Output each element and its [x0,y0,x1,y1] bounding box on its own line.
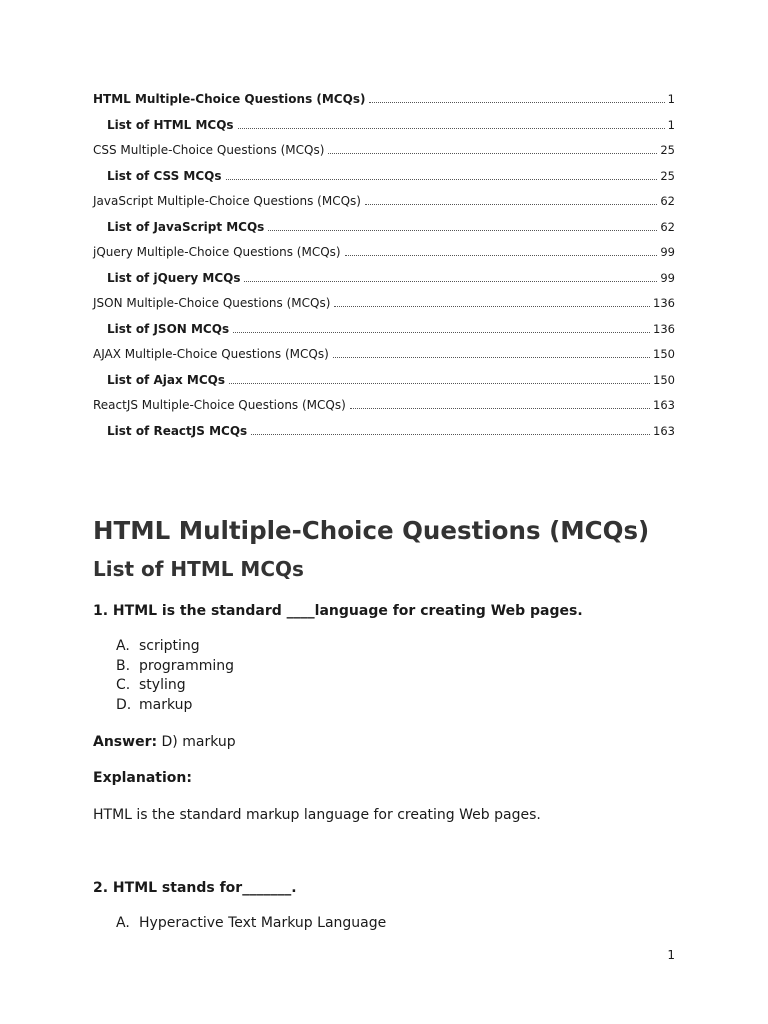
toc-entry[interactable] [93,114,675,140]
option-letter: D. [116,697,132,714]
toc-entry-page: 150 [653,347,675,361]
toc-dot-leader [345,241,658,256]
question-options [116,638,234,717]
toc-entry[interactable] [93,267,675,293]
toc-entry[interactable] [93,420,675,446]
toc-entry[interactable] [93,165,675,191]
toc-entry-text: AJAX Multiple-Choice Questions (MCQs) [93,347,329,361]
toc-entry-text: List of CSS MCQs [107,168,222,183]
answer-label: Answer: [93,734,158,750]
toc-entry-text: JavaScript Multiple-Choice Questions (MCQs) [93,194,361,208]
toc-entry-text: List of HTML MCQs [107,117,234,132]
toc-entry-text: List of ReactJS MCQs [107,423,248,438]
toc-entry-page: 99 [660,270,675,285]
toc-entry-page: 62 [660,219,675,234]
toc-dot-leader [244,267,657,282]
toc-dot-leader [350,394,650,409]
explanation-label: Explanation: [93,770,192,786]
toc-entry-text: CSS Multiple-Choice Questions (MCQs) [93,143,325,157]
toc-entry-page: 136 [653,296,675,310]
toc-dot-leader [238,114,665,129]
answer-line [93,734,236,750]
toc-entry-text: HTML Multiple-Choice Questions (MCQs) [93,92,366,106]
option-item [116,638,234,658]
option-text: scripting [139,638,200,654]
option-item [116,915,386,935]
option-text: markup [139,697,193,714]
option-letter: C. [116,677,131,694]
toc-dot-leader [369,88,664,103]
toc-entry[interactable] [93,216,675,242]
table-of-contents [93,88,675,445]
toc-dot-leader [365,190,657,205]
toc-entry[interactable] [93,369,675,395]
toc-entry-text: jQuery Multiple-Choice Questions (MCQs) [93,245,341,259]
toc-entry-text: ReactJS Multiple-Choice Questions (MCQs) [93,398,346,412]
question-title: 1. HTML is the standard ____language for creating Web pages. [93,603,583,619]
option-letter: B. [116,657,131,674]
toc-dot-leader [328,139,657,154]
toc-entry-text: JSON Multiple-Choice Questions (MCQs) [93,296,331,310]
toc-entry[interactable] [93,139,675,165]
toc-entry-page: 150 [653,372,675,387]
toc-entry-text: List of JSON MCQs [107,321,230,336]
toc-entry-text: List of JavaScript MCQs [107,219,265,234]
toc-entry-page: 1 [667,92,675,106]
toc-dot-leader [333,343,650,358]
option-letter: A. [116,638,130,654]
option-text: styling [139,677,186,694]
toc-dot-leader [226,165,658,180]
toc-entry-page: 62 [660,194,675,208]
toc-dot-leader [268,216,657,231]
toc-entry-page: 99 [660,245,675,259]
toc-dot-leader [233,318,650,333]
answer-value: D) markup [157,734,236,750]
toc-entry-page: 25 [660,168,675,183]
toc-entry[interactable] [93,394,675,420]
section-heading: HTML Multiple-Choice Questions (MCQs) [93,516,650,545]
toc-entry-text: List of Ajax MCQs [107,372,225,387]
toc-entry-page: 1 [667,117,675,132]
toc-entry[interactable] [93,318,675,344]
page-number: 1 [667,948,675,962]
option-item [116,677,234,697]
toc-dot-leader [251,420,650,435]
toc-dot-leader [334,292,650,307]
toc-dot-leader [229,369,650,384]
toc-entry[interactable] [93,343,675,369]
explanation-text: HTML is the standard markup language for creating Web pages. [93,807,541,823]
option-text: programming [139,657,235,674]
section-subheading: List of HTML MCQs [93,557,304,581]
toc-entry-page: 136 [653,321,675,336]
toc-entry-text: List of jQuery MCQs [107,270,241,285]
question-title: 2. HTML stands for_______. [93,880,297,896]
option-letter: A. [116,915,130,931]
toc-entry[interactable] [93,292,675,318]
toc-entry-page: 163 [653,398,675,412]
option-item [116,658,234,678]
toc-entry[interactable] [93,88,675,114]
option-item [116,697,234,717]
toc-entry[interactable] [93,241,675,267]
question-options [116,915,386,935]
option-text: Hyperactive Text Markup Language [139,915,387,931]
toc-entry-page: 25 [660,143,675,157]
toc-entry[interactable] [93,190,675,216]
toc-entry-page: 163 [653,423,675,438]
